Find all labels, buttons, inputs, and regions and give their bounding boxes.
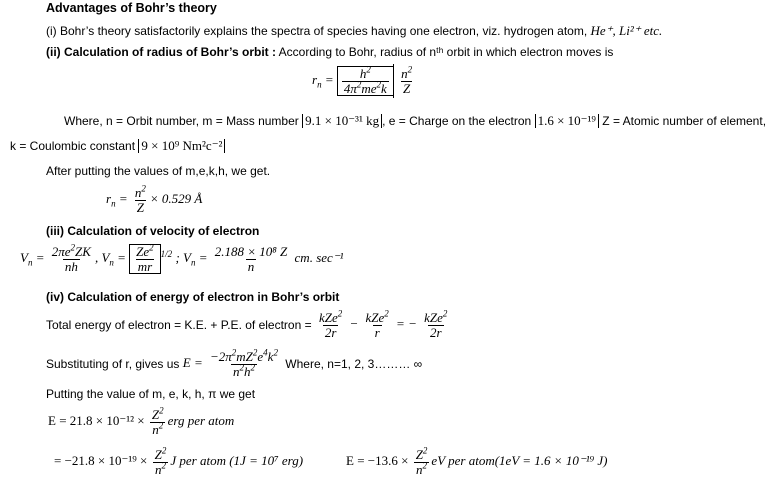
point-ii xyxy=(46,45,613,59)
where-n-values: Where, n=1, 2, 3……… ∞ xyxy=(285,356,423,371)
total-energy-line: Total energy of electron = K.E. + P.E. of electron = $\frac{kZe^2}{2r}$ − $\frac{kZe^2}{r}$ = − $\frac{kZe^2}{2r}$ xyxy=(46,308,448,340)
point-ii-text: According to Bohr, radius of nᵗʰ orbit in which electron moves is xyxy=(278,45,614,59)
point-i-species: He⁺, Li²⁺ etc. xyxy=(590,23,663,38)
energy-ev-suffix: eV per atom(1eV = 1.6 × 10⁻¹⁹ J) xyxy=(431,453,608,469)
k-def: k = Coulombic constant xyxy=(10,139,136,153)
velocity-numerator: 2.188 × 10⁸ Z xyxy=(214,244,288,259)
charge-value: 1.6 × 10⁻¹⁹ xyxy=(535,114,599,128)
energy-ev: E = −13.6 × $\frac{Z^2}{n^2}$ eV per atom(1eV = 1.6 × 10⁻¹⁹ J) xyxy=(346,445,608,477)
energy-erg-prefix: E = 21.8 × 10⁻¹² xyxy=(48,413,135,429)
energy-joule-suffix: J per atom (1J = 10⁷ erg) xyxy=(170,453,304,469)
k-value: 9 × 10⁹ Nm²c⁻² xyxy=(138,139,225,153)
energy-ev-prefix: E = −13.6 × xyxy=(346,453,409,469)
section-title: Advantages of Bohr’s theory xyxy=(46,1,217,15)
putting-values: Putting the value of m, e, k, h, π we get xyxy=(46,387,256,401)
where-n: Where, n = Orbit number, m = Mass number xyxy=(64,114,299,128)
rn-result-value: × 0.529 Å xyxy=(149,191,203,207)
energy-joule-prefix: = −21.8 × 10⁻¹⁹ xyxy=(54,453,137,469)
where-line: Where, n = Orbit number, m = Mass number 9.1 × 10⁻³¹ kg , e = Charge on the electron 1.6 × 10⁻¹⁹ Z = Atomic number of element, xyxy=(64,113,766,128)
e-charge: e = Charge on the electron xyxy=(388,114,532,128)
energy-joule: = −21.8 × 10⁻¹⁹ × $\frac{Z^2}{n^2}$ J per atom (1J = 10⁷ erg) xyxy=(54,445,304,477)
point-i-text: (i) Bohr’s theory satisfactorily explains the spectra of species having one electron, viz. hydrogen atom, xyxy=(46,24,588,38)
z-def: Z = Atomic number of element, xyxy=(602,114,766,128)
k-line xyxy=(10,139,225,153)
substituting-text: Substituting of r, gives us xyxy=(46,356,180,371)
total-energy-text: Total energy of electron = K.E. + P.E. of electron = xyxy=(46,317,312,332)
velocity-formula: $V_n$ = $\frac{2\pi e^2ZK}{nh}$ , $V_n$ = $\frac{Ze^2}{mr}$ $^{1/2}$ ; $V_n$ = $\frac{\text{2.188 × 10⁸ Z}}{n}$ cm. sec⁻¹ xyxy=(20,242,344,274)
point-iii: (iii) Calculation of velocity of electron xyxy=(46,224,260,238)
after-putting: After putting the values of m,e,k,h, we get. xyxy=(46,164,271,178)
energy-erg-suffix: erg per atom xyxy=(167,413,235,429)
substituting-line: Substituting of r, gives us E = $\frac{-2\pi^2mZ^2e^4k^2}{n^2h^2}$ Where, n=1, 2, 3……… ∞ xyxy=(46,347,423,379)
mass-value: 9.1 × 10⁻³¹ kg xyxy=(302,114,382,128)
point-i xyxy=(46,23,662,39)
rn-result: $r_n$ = $\frac{n^2}{Z}$ × 0.529 Å xyxy=(106,183,203,215)
velocity-unit: cm. sec⁻¹ xyxy=(294,250,344,266)
point-ii-heading: (ii) Calculation of radius of Bohr’s orbit : xyxy=(46,45,276,59)
energy-erg: E = 21.8 × 10⁻¹² × $\frac{Z^2}{n^2}$ erg per atom xyxy=(48,405,235,437)
point-iv: (iv) Calculation of energy of electron in Bohr’s orbit xyxy=(46,290,340,304)
radius-formula: $r_n$ = $\frac{h^2}{4\pi^2me^2k}$ $\frac{n^2}{Z}$ xyxy=(312,64,416,98)
